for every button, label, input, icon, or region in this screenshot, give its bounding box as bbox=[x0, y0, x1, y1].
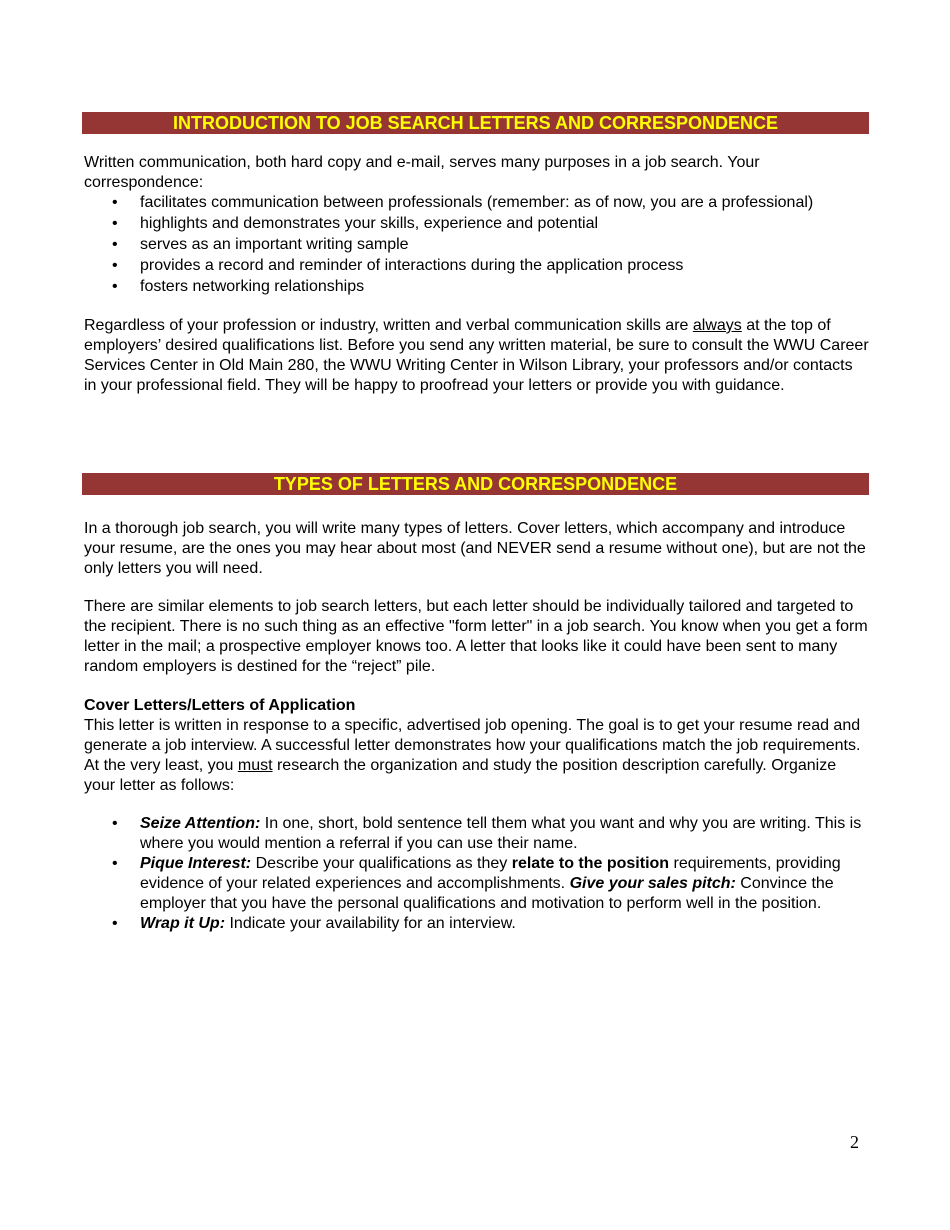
bullet-icon: • bbox=[112, 215, 118, 232]
list-item: • provides a record and reminder of interactions during the application process bbox=[112, 257, 684, 274]
list-item: • Wrap it Up: Indicate your availability for an interview. bbox=[112, 915, 516, 932]
list-item: • Pique Interest: Describe your qualifications as they relate to the position requirements, providing evidence of your related experiences and accomplishments. Give your sales pitch: Convince the employer that you have the personal qualifications and motivation to perform well in the position. bbox=[112, 855, 841, 912]
intro-bullet-list bbox=[84, 193, 869, 297]
bullet-icon: • bbox=[112, 855, 118, 872]
step-label: Seize Attention: bbox=[140, 815, 261, 832]
bullet-icon: • bbox=[112, 915, 118, 932]
cover-letters-paragraph: This letter is written in response to a specific, advertised job opening. The goal is to get your resume read and generate a job interview. A successful letter demonstrates how your qualifications match the job requirements. At the very least, you must research the organization and study the position description carefully. Organize your letter as follows: bbox=[84, 717, 861, 794]
intro-lead: Written communication, both hard copy and e-mail, serves many purposes in a job search. Your correspondence: bbox=[84, 154, 760, 191]
step-label: Wrap it Up: bbox=[140, 915, 226, 932]
emphasis-must: must bbox=[237, 757, 273, 774]
intro-heading-banner bbox=[82, 112, 869, 134]
bullet-icon: • bbox=[112, 236, 118, 253]
cover-letter-steps-list bbox=[84, 814, 869, 934]
list-item: • serves as an important writing sample bbox=[112, 236, 409, 253]
bullet-icon: • bbox=[112, 257, 118, 274]
list-item: • Seize Attention: In one, short, bold sentence tell them what you want and why you are writing. This is where you would mention a referral if you can use their name. bbox=[112, 815, 862, 852]
step-label: Pique Interest: bbox=[140, 855, 252, 872]
step-label: Give your sales pitch: bbox=[569, 875, 736, 892]
emphasis-bold: relate to the position bbox=[511, 855, 670, 872]
page-number: 2 bbox=[850, 1132, 859, 1152]
intro-heading: INTRODUCTION TO JOB SEARCH LETTERS AND CORRESPONDENCE bbox=[172, 113, 779, 133]
bullet-icon: • bbox=[112, 815, 118, 832]
bullet-icon: • bbox=[112, 278, 118, 295]
types-heading-banner bbox=[82, 473, 869, 495]
emphasis-always: always bbox=[692, 317, 742, 334]
list-item: • highlights and demonstrates your skills, experience and potential bbox=[112, 215, 599, 232]
cover-letters-subheading: Cover Letters/Letters of Application bbox=[84, 697, 356, 714]
bullet-icon: • bbox=[112, 194, 118, 211]
types-paragraph-2: There are similar elements to job search letters, but each letter should be individually tailored and targeted to the recipient. There is no such thing as an effective "form letter" in a job search. You know when you get a form letter in the mail; a prospective employer knows too. A letter that looks like it could have been sent to many random employers is destined for the “reject” pile. bbox=[84, 598, 868, 675]
list-item: • fosters networking relationships bbox=[112, 278, 365, 295]
intro-paragraph: Regardless of your profession or industry, written and verbal communication skills are always at the top of employers’ desired qualifications list. Before you send any written material, be sure to consult the WWU Career Services Center in Old Main 280, the WWU Writing Center in Wilson Library, your professors and/or contacts in your professional field. They will be happy to proofread your letters or provide you with guidance. bbox=[84, 317, 869, 394]
list-item: • facilitates communication between professionals (remember: as of now, you are a professional) bbox=[112, 194, 814, 211]
types-heading: TYPES OF LETTERS AND CORRESPONDENCE bbox=[273, 474, 678, 494]
types-paragraph-1: In a thorough job search, you will write many types of letters. Cover letters, which accompany and introduce your resume, are the ones you may hear about most (and NEVER send a resume without one), but are not the only letters you will need. bbox=[84, 520, 866, 577]
